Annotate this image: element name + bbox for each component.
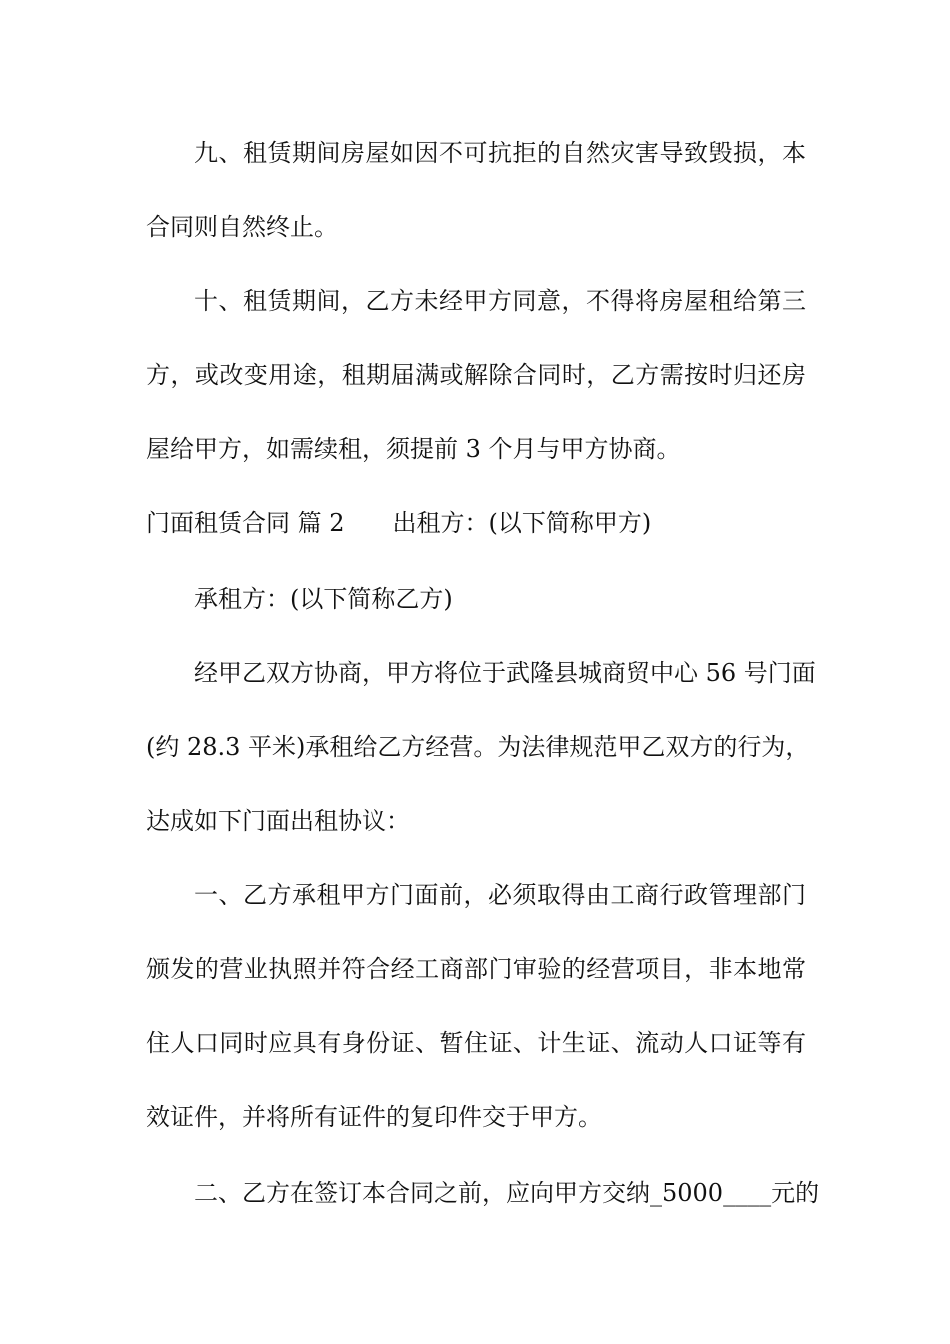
lessee-label: 承租方：(以下简称乙方) — [194, 585, 453, 613]
clause-9-line-1: 九、租赁期间房屋如因不可抗拒的自然灾害导致毁损，本 — [194, 139, 806, 167]
intro-line-1: 经甲乙双方协商，甲方将位于武隆县城商贸中心 56 号门面 — [194, 659, 816, 687]
clause-2-line-1: 二、乙方在签订本合同之前，应向甲方交纳_5000____元的 — [194, 1179, 820, 1207]
intro-line-2: (约 28.3 平米)承租给乙方经营。为法律规范甲乙双方的行为， — [146, 733, 810, 761]
section-title: 门面租赁合同 篇 2 — [146, 509, 345, 537]
clause-10-line-1: 十、租赁期间，乙方未经甲方同意，不得将房屋租给第三 — [194, 287, 806, 315]
clause-1-line-3: 住人口同时应具有身份证、暂住证、计生证、流动人口证等有 — [146, 1029, 806, 1057]
clause-1-line-4: 效证件，并将所有证件的复印件交于甲方。 — [146, 1103, 602, 1131]
lessor-label: 出租方：(以下简称甲方) — [392, 509, 652, 537]
clause-1-line-2: 颁发的营业执照并符合经工商部门审验的经营项目，非本地常 — [146, 955, 806, 983]
clause-1-line-1: 一、乙方承租甲方门面前，必须取得由工商行政管理部门 — [194, 881, 806, 909]
clause-9-line-2: 合同则自然终止。 — [146, 213, 338, 241]
clause-10-line-2: 方，或改变用途，租期届满或解除合同时，乙方需按时归还房 — [146, 361, 806, 389]
intro-line-3: 达成如下门面出租协议： — [146, 807, 410, 835]
clause-10-line-3: 屋给甲方，如需续租，须提前 3 个月与甲方协商。 — [146, 435, 681, 463]
section-heading-line — [146, 507, 651, 539]
